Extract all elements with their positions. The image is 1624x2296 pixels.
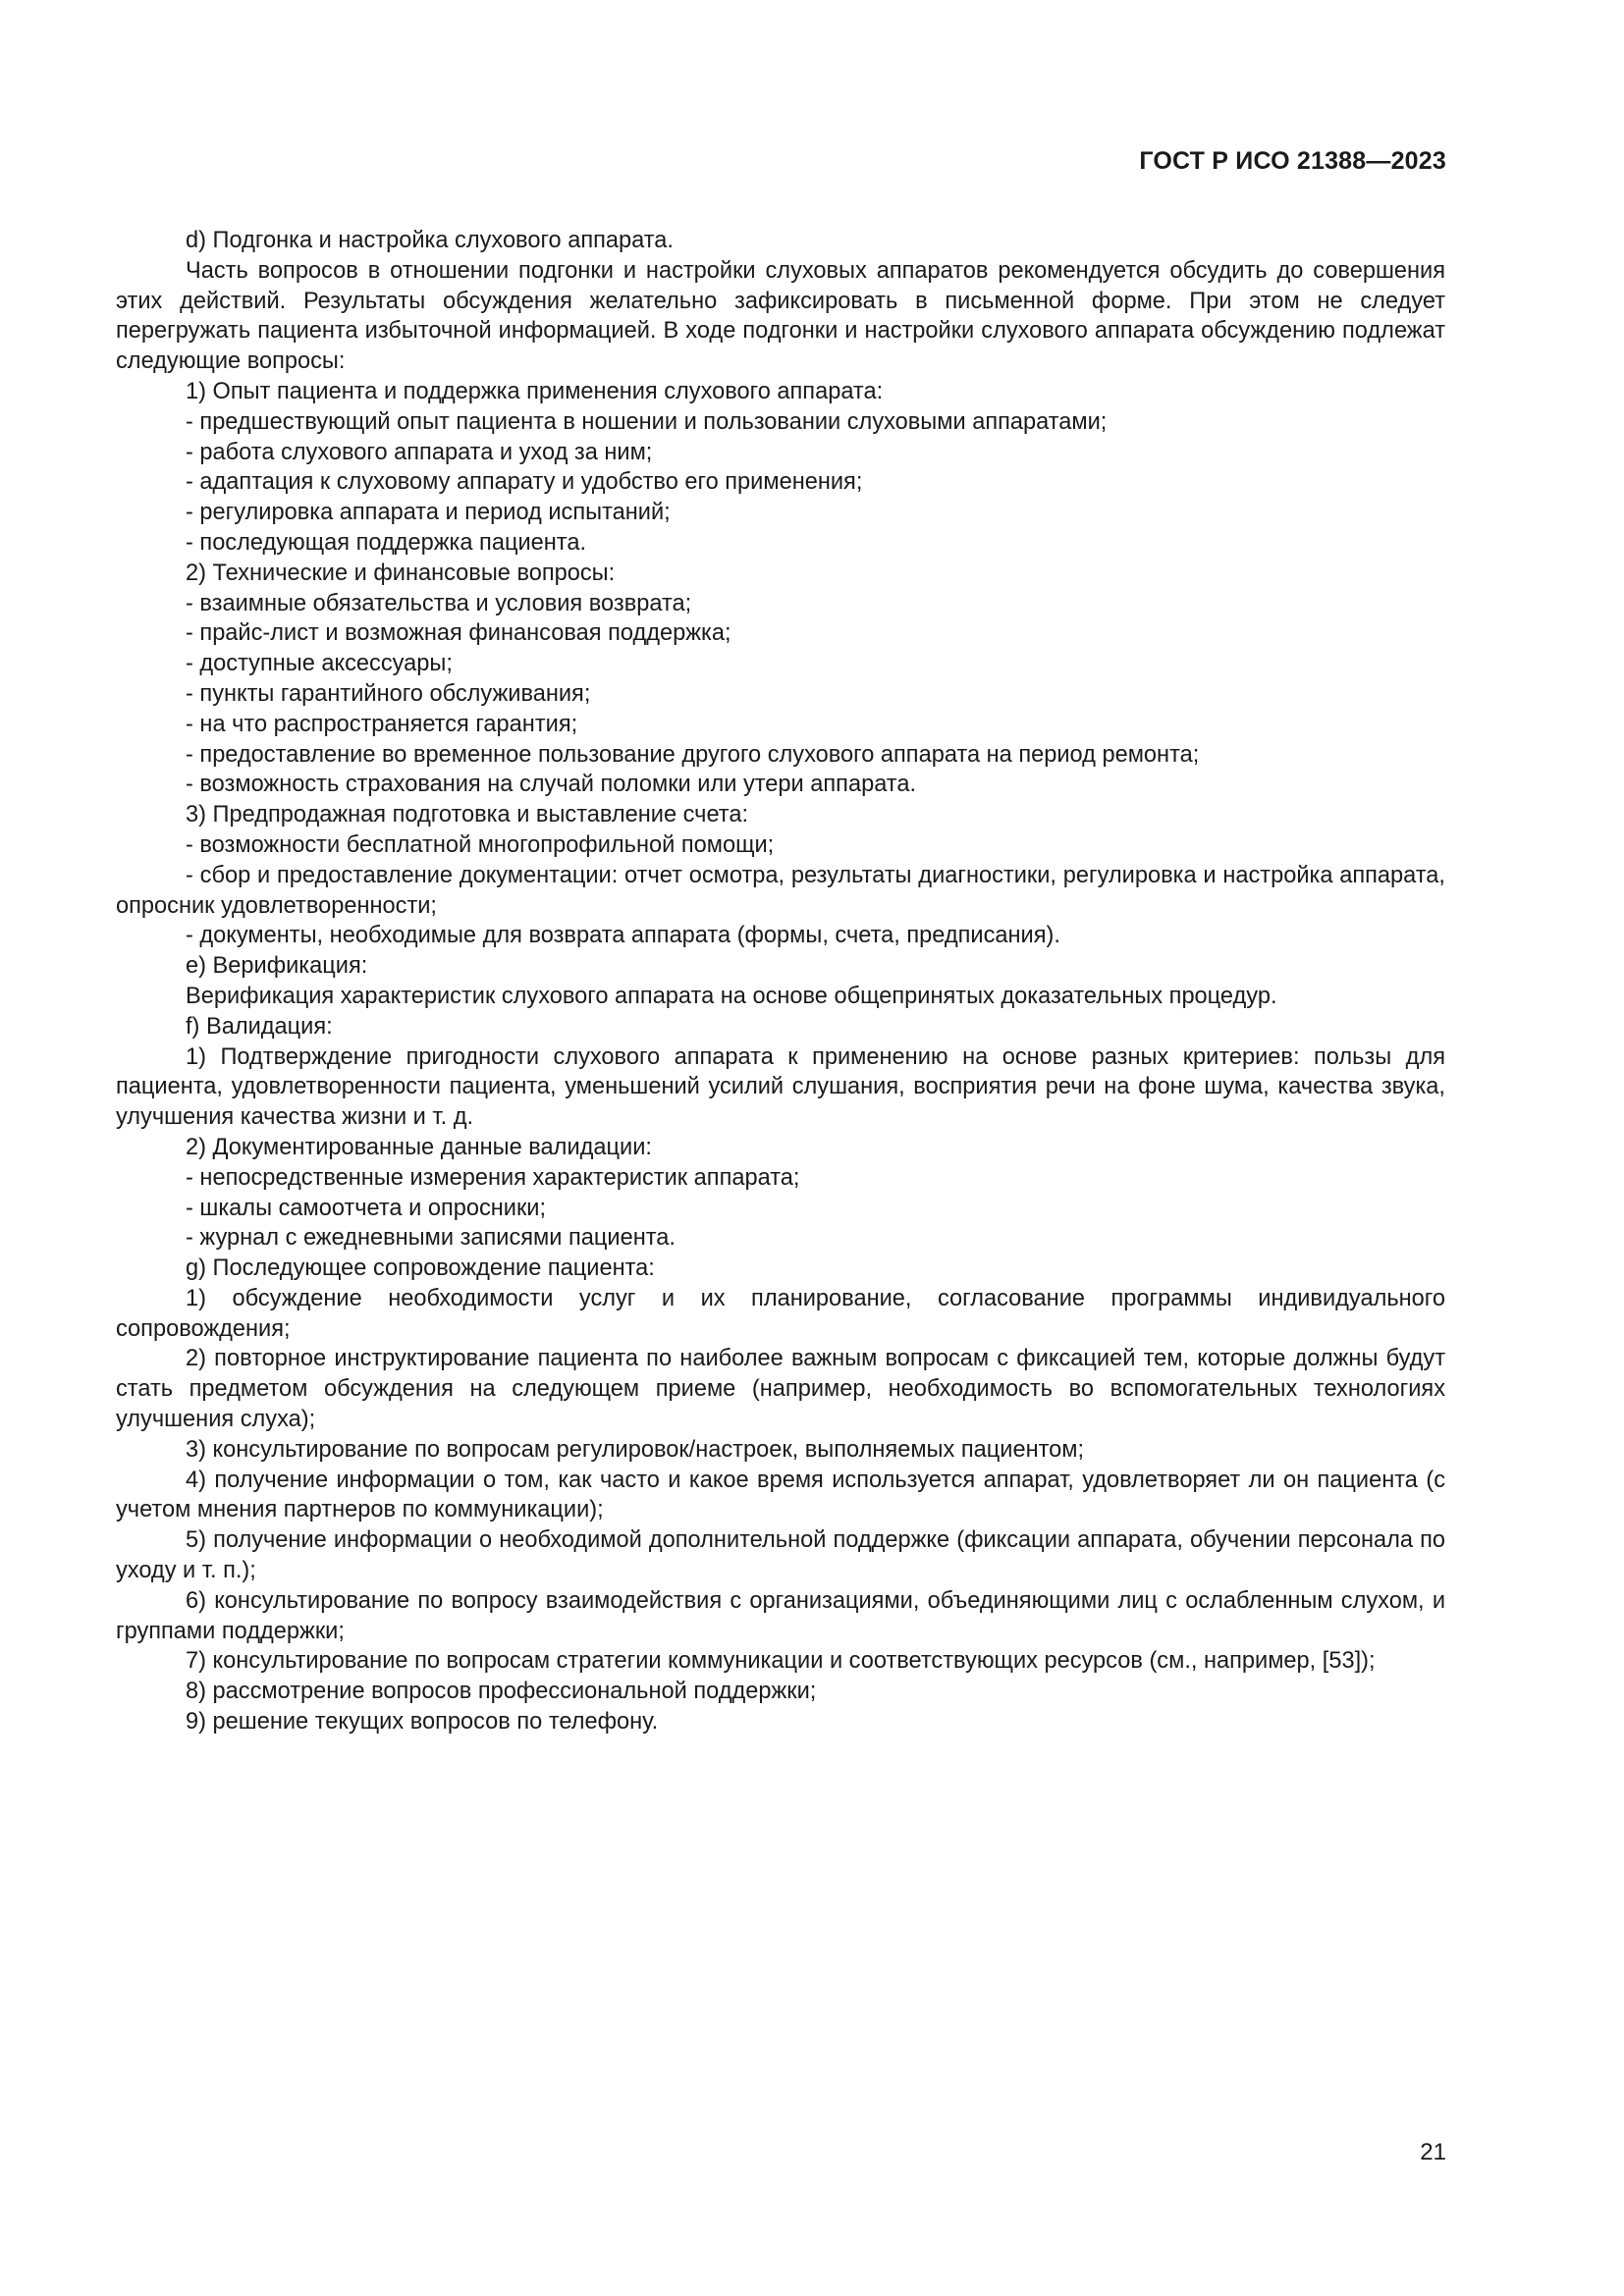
list-item: 7) консультирование по вопросам стратегии коммуникации и соответствующих ресурсов (см., например, [53]); <box>186 1648 1376 1675</box>
list-item: - непосредственные измерения характеристик аппарата; <box>186 1164 800 1191</box>
list-item: - предшествующий опыт пациента в ношении и пользовании слуховыми аппаратами; <box>186 408 1108 435</box>
list-item: - доступные аксессуары; <box>186 651 453 677</box>
list-item: 3) консультирование по вопросам регулировок/настроек, выполняемых пациентом; <box>186 1436 1085 1463</box>
list-item: - журнал с ежедневными записями пациента. <box>186 1225 676 1252</box>
list-item: - документы, необходимые для возврата аппарата (формы, счета, предписания). <box>186 923 1060 949</box>
list-item: 1) обсуждение необходимости услуг и их планирование, согласование программы индивидуального сопровождения; <box>116 1285 1445 1342</box>
section-heading-f: f) Валидация: <box>186 1013 333 1040</box>
list-heading-validation-data: 2) Документированные данные валидации: <box>186 1134 652 1160</box>
page-number: 21 <box>1420 2139 1446 2165</box>
document-header: ГОСТ Р ИСО 21388—2023 <box>1139 147 1446 175</box>
list-item: - регулировка аппарата и период испытаний; <box>186 500 671 526</box>
list-heading-2: 2) Технические и финансовые вопросы: <box>186 560 616 586</box>
list-item: 8) рассмотрение вопросов профессиональной поддержки; <box>186 1679 817 1705</box>
list-item: - на что распространяется гарантия; <box>186 711 578 737</box>
list-item: - прайс-лист и возможная финансовая поддержка; <box>186 620 731 647</box>
list-item: - адаптация к слуховому аппарату и удобство его применения; <box>186 469 863 496</box>
list-item: - взаимные обязательства и условия возврата; <box>186 590 692 616</box>
list-item: 1) Подтверждение пригодности слухового аппарата к применению на основе разных критериев: пользы для пациента, удовлетворенности пациента, уменьшений усилий слушания, восприятия речи на фоне шума, качества звука, улучшения качества жизни и т. д. <box>116 1043 1445 1131</box>
list-item: 9) решение текущих вопросов по телефону. <box>186 1709 659 1735</box>
paragraph-verification: Верификация характеристик слухового аппарата на основе общепринятых доказательных процедур. <box>186 983 1277 1009</box>
section-heading-e: e) Верификация: <box>186 953 368 980</box>
section-heading-g: g) Последующее сопровождение пациента: <box>186 1255 655 1282</box>
list-item: - пункты гарантийного обслуживания; <box>186 680 591 707</box>
list-item: - предоставление во временное пользование другого слухового аппарата на период ремонта; <box>186 741 1200 768</box>
list-item: 4) получение информации о том, как часто и какое время используется аппарат, удовлетворяет ли он пациента (с учетом мнения партнеров по коммуникации); <box>116 1467 1445 1523</box>
list-item: 5) получение информации о необходимой дополнительной поддержке (фиксации аппарата, обучении персонала по уходу и т. п.); <box>116 1527 1445 1584</box>
list-item: - возможности бесплатной многопрофильной помощи; <box>186 831 775 858</box>
list-item: 2) повторное инструктирование пациента по наиболее важным вопросам с фиксацией тем, которые должны будут стать предметом обсуждения на следующем приеме (например, необходимость во вспомогательных технологиях улучшения слуха); <box>116 1346 1445 1433</box>
document-body <box>116 226 1445 1737</box>
list-item: - шкалы самоотчета и опросники; <box>186 1195 547 1221</box>
section-heading-d: d) Подгонка и настройка слухового аппарата. <box>186 228 674 253</box>
list-item: - последующая поддержка пациента. <box>186 529 587 556</box>
list-item: - возможность страхования на случай поломки или утери аппарата. <box>186 772 917 798</box>
list-item: - сбор и предоставление документации: отчет осмотра, результаты диагностики, регулировка и настройка аппарата, опросник удовлетворенности; <box>116 862 1445 919</box>
paragraph-intro: Часть вопросов в отношении подгонки и настройки слуховых аппаратов рекомендуется обсудить до совершения этих действий. Результаты обсуждения желательно зафиксировать в письменной форме. При этом не следует перегружать пациента избыточной информацией. В ходе подгонки и настройки слухового аппарата обсуждению подлежат следующие вопросы: <box>116 257 1445 375</box>
list-item: - работа слухового аппарата и уход за ним; <box>186 439 653 465</box>
list-heading-3: 3) Предпродажная подготовка и выставление счета: <box>186 802 749 828</box>
list-heading-1: 1) Опыт пациента и поддержка применения слухового аппарата: <box>186 378 884 404</box>
list-item: 6) консультирование по вопросу взаимодействия с организациями, объединяющими лиц с ослабленным слухом, и группами поддержки; <box>116 1587 1445 1644</box>
